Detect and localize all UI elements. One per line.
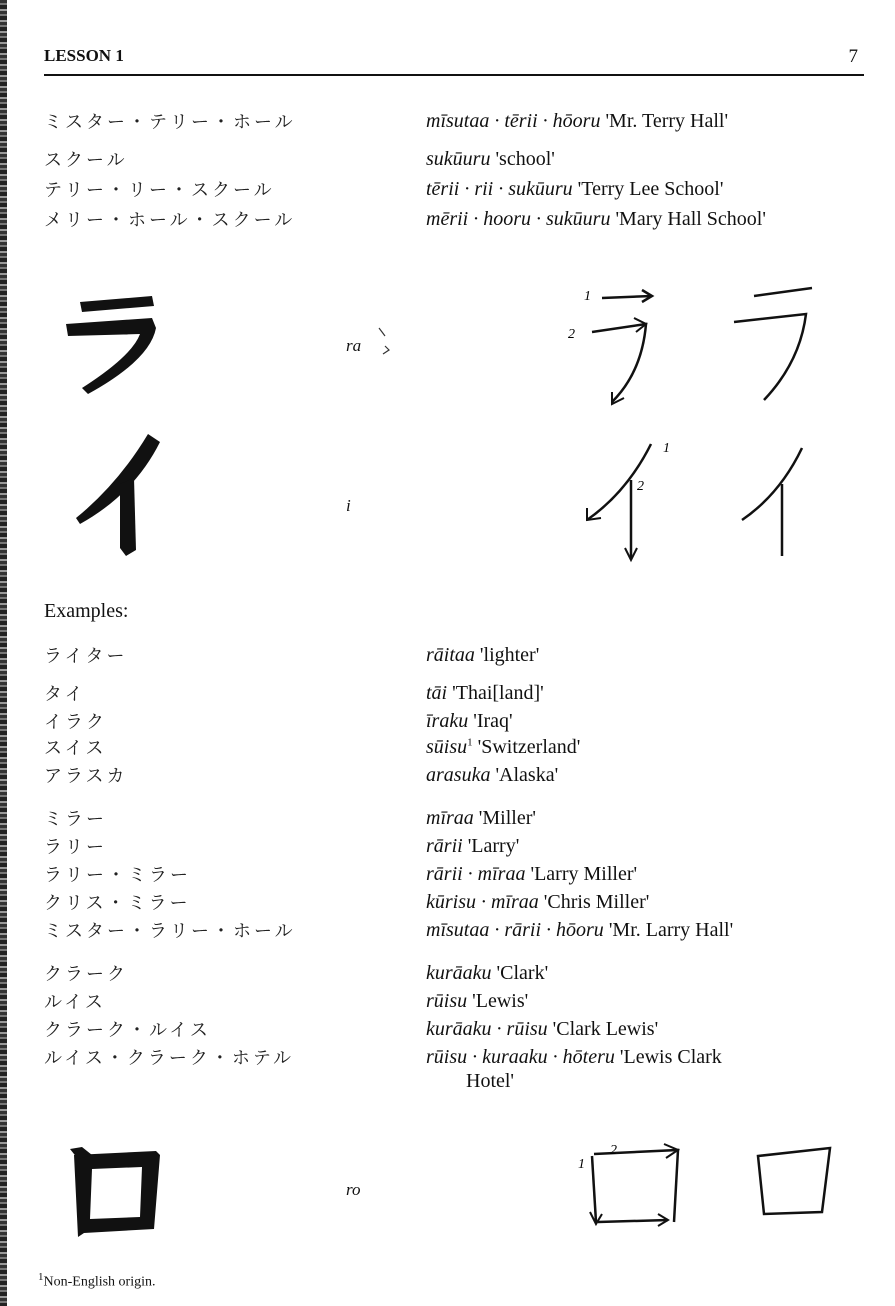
romaji-text: rūisu bbox=[426, 990, 468, 1012]
ro-brush-character bbox=[68, 1145, 168, 1240]
kana-text: スクール bbox=[44, 150, 128, 171]
book-binding-edge bbox=[0, 0, 7, 1306]
kana-text: ルイス bbox=[44, 992, 106, 1013]
sound-i: i bbox=[346, 496, 351, 515]
ro-handwritten-character bbox=[752, 1140, 842, 1230]
meaning-text: 'Larry' bbox=[467, 835, 520, 857]
stroke-number: 2 bbox=[568, 327, 575, 342]
meaning-text: 'Thai[land]' bbox=[452, 682, 544, 704]
romaji-text: sukūuru bbox=[426, 148, 491, 170]
romaji-text: arasuka bbox=[426, 764, 491, 786]
footnote-mark: 1 bbox=[38, 1271, 44, 1283]
romaji-text: sūisu bbox=[426, 736, 468, 758]
i-brush-character bbox=[74, 432, 184, 557]
footnote-text: Non-English origin. bbox=[43, 1274, 156, 1290]
romaji-entry bbox=[426, 178, 723, 201]
i-stroke-order-diagram bbox=[575, 438, 675, 568]
romaji-text: rūisu · kuraaku · hōteru bbox=[426, 1046, 615, 1068]
romaji-entry bbox=[426, 807, 536, 830]
kana-text: ミスター・ラリー・ホール bbox=[44, 921, 296, 942]
examples-label: Examples: bbox=[44, 600, 129, 622]
ra-handwritten-character bbox=[720, 282, 830, 412]
romaji-text: mērii · hooru · sukūuru bbox=[426, 208, 611, 230]
meaning-text: 'Lewis Clark bbox=[619, 1046, 722, 1068]
meaning-text: 'Mary Hall School' bbox=[615, 208, 766, 230]
meaning-text: 'Mr. Terry Hall' bbox=[605, 110, 729, 132]
romaji-entry bbox=[426, 644, 539, 667]
kana-text: クラーク・ルイス bbox=[44, 1020, 211, 1041]
romaji-text: īraku bbox=[426, 710, 469, 732]
romaji-entry bbox=[426, 736, 580, 759]
romaji-text: mīraa bbox=[426, 807, 474, 829]
romaji-text: mīsutaa · rārii · hōoru bbox=[426, 919, 604, 941]
meaning-text: 'Iraq' bbox=[473, 710, 513, 732]
romaji-entry bbox=[426, 710, 513, 733]
meaning-text: 'Switzerland' bbox=[477, 736, 581, 758]
meaning-text: 'Alaska' bbox=[495, 764, 559, 786]
meaning-text: 'Clark' bbox=[496, 962, 549, 984]
romaji-text: kūrisu · mīraa bbox=[426, 891, 539, 913]
kana-text: テリー・リー・スクール bbox=[44, 180, 275, 201]
romaji-entry bbox=[426, 1046, 722, 1069]
page-header bbox=[44, 46, 864, 76]
meaning-text: 'school' bbox=[495, 148, 555, 170]
kana-text: ミラー bbox=[44, 809, 107, 830]
romaji-text: kurāaku · rūisu bbox=[426, 1018, 548, 1040]
kana-text: ルイス・クラーク・ホテル bbox=[44, 1048, 295, 1069]
meaning-text: 'Mr. Larry Hall' bbox=[608, 919, 734, 941]
romaji-text: rārii bbox=[426, 835, 463, 857]
i-handwritten-character bbox=[736, 438, 836, 568]
meaning-continuation: Hotel' bbox=[466, 1070, 515, 1092]
stroke-number: 2 bbox=[637, 479, 644, 494]
kana-text: ミスター・テリー・ホール bbox=[44, 112, 296, 133]
romaji-entry bbox=[426, 891, 649, 914]
kana-text: アラスカ bbox=[44, 766, 128, 787]
romaji-entry bbox=[426, 835, 519, 858]
page-number: 7 bbox=[848, 46, 858, 67]
ro-stroke-order-diagram bbox=[572, 1140, 692, 1240]
meaning-text: 'Chris Miller' bbox=[543, 891, 650, 913]
stroke-number: 1 bbox=[578, 1157, 585, 1172]
ra-small-stroke-mark bbox=[375, 326, 395, 356]
ra-brush-character bbox=[60, 290, 170, 400]
sound-ro: ro bbox=[346, 1180, 361, 1199]
kana-text: ラリー bbox=[44, 837, 107, 858]
romaji-entry bbox=[426, 919, 733, 942]
romaji-entry bbox=[426, 962, 548, 985]
kana-text: タイ bbox=[44, 684, 86, 705]
romaji-text: kurāaku bbox=[426, 962, 492, 984]
kana-text: イラク bbox=[44, 712, 107, 733]
romaji-entry bbox=[426, 682, 544, 705]
romaji-text: rārii · mīraa bbox=[426, 863, 526, 885]
ra-stroke-order-diagram bbox=[560, 282, 670, 412]
romaji-text: tērii · rii · sukūuru bbox=[426, 178, 573, 200]
meaning-text: 'lighter' bbox=[479, 644, 540, 666]
kana-text: ライター bbox=[44, 646, 128, 667]
romaji-text: rāitaa bbox=[426, 644, 475, 666]
kana-text: ラリー・ミラー bbox=[44, 865, 191, 886]
romaji-entry bbox=[426, 208, 766, 231]
romaji-entry bbox=[426, 863, 637, 886]
kana-text: メリー・ホール・スクール bbox=[44, 210, 296, 231]
romaji-entry bbox=[426, 1018, 658, 1041]
romaji-text: tāi bbox=[426, 682, 448, 704]
meaning-text: 'Larry Miller' bbox=[530, 863, 638, 885]
sound-ra: ra bbox=[346, 336, 362, 355]
stroke-number: 2 bbox=[610, 1143, 617, 1158]
footnote bbox=[38, 1271, 156, 1291]
meaning-text: 'Lewis' bbox=[472, 990, 529, 1012]
romaji-entry bbox=[426, 990, 528, 1013]
romaji-entry bbox=[426, 110, 728, 133]
stroke-number: 1 bbox=[663, 441, 670, 456]
kana-text: クリス・ミラー bbox=[44, 893, 191, 914]
lesson-title: LESSON 1 bbox=[44, 46, 124, 65]
romaji-entry bbox=[426, 148, 555, 171]
romaji-entry bbox=[426, 764, 558, 787]
footnote-ref: 1 bbox=[467, 736, 473, 749]
kana-text: クラーク bbox=[44, 964, 128, 985]
romaji-text: mīsutaa · tērii · hōoru bbox=[426, 110, 601, 132]
meaning-text: 'Clark Lewis' bbox=[552, 1018, 659, 1040]
meaning-text: 'Terry Lee School' bbox=[577, 178, 724, 200]
meaning-text: 'Miller' bbox=[478, 807, 536, 829]
stroke-number: 1 bbox=[584, 289, 591, 304]
kana-text: スイス bbox=[44, 738, 107, 759]
